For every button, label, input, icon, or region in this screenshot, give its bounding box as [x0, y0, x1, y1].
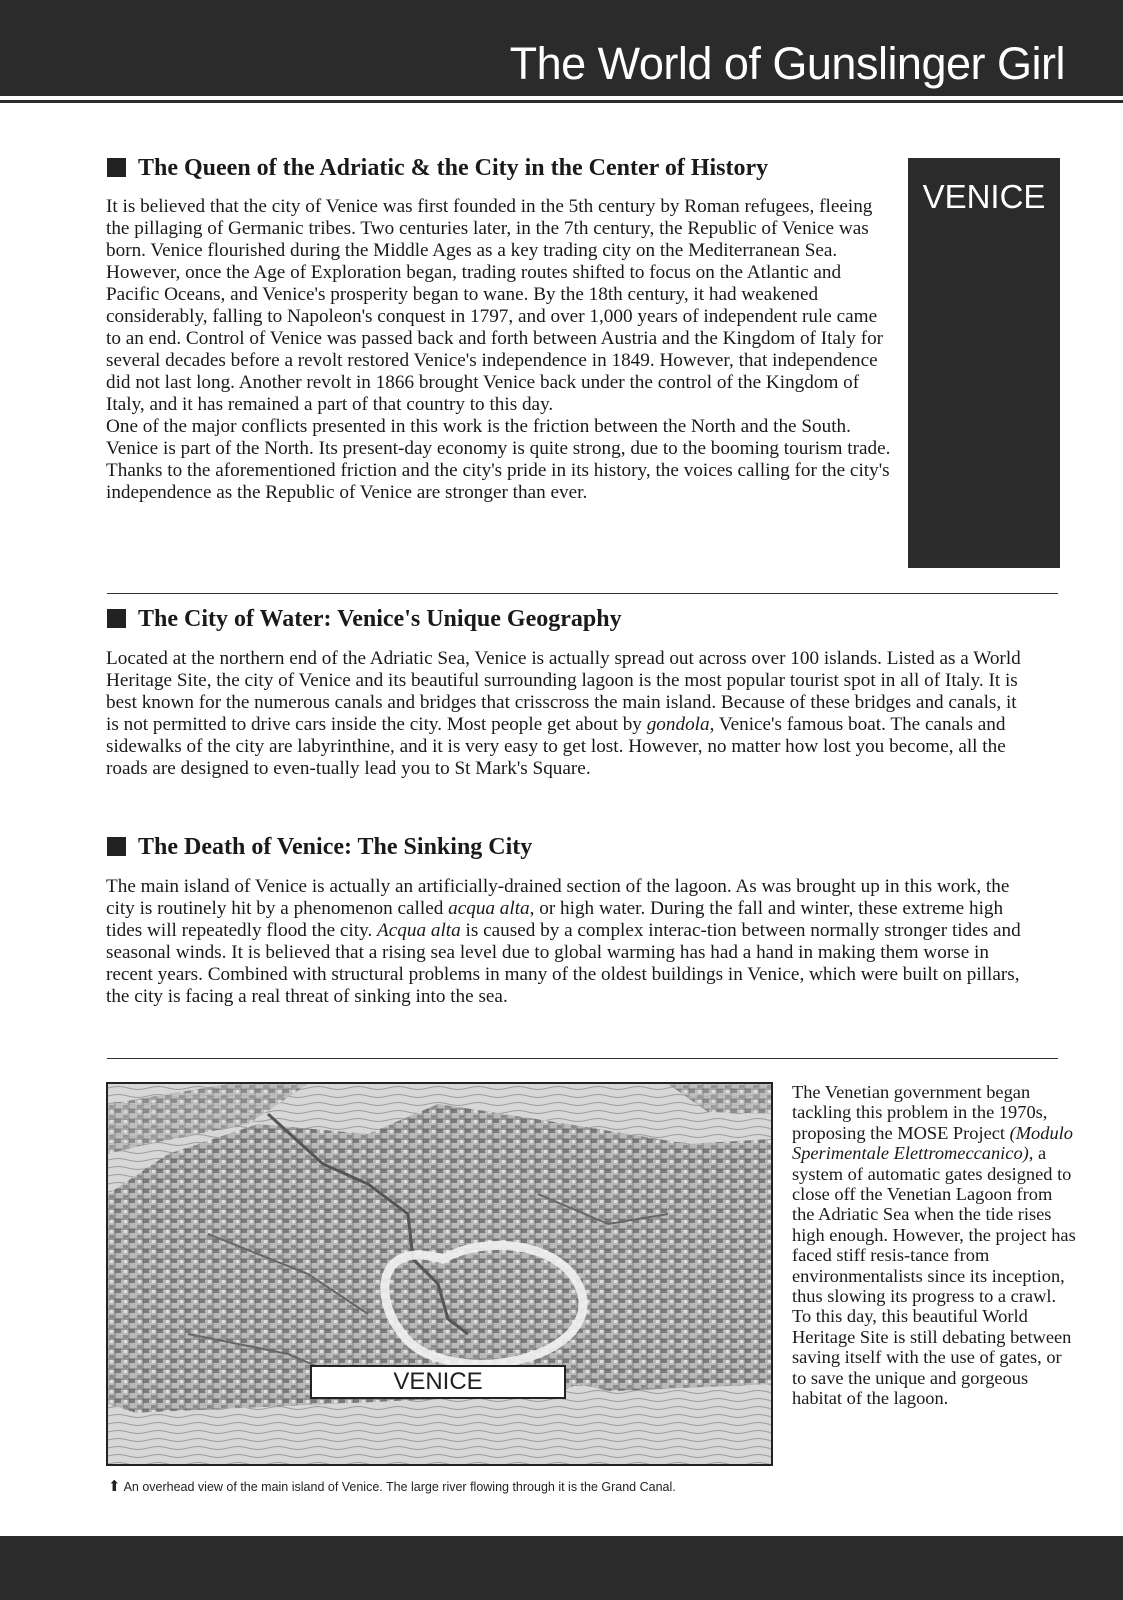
square-bullet-icon: [107, 609, 126, 628]
divider: [107, 1058, 1058, 1059]
page-title: The World of Gunslinger Girl: [509, 38, 1065, 89]
header-rule: [0, 100, 1123, 103]
divider: [107, 593, 1058, 594]
figure-caption: ⬆ An overhead view of the main island of Venice. The large river flowing through it is the Grand Canal.: [108, 1478, 676, 1495]
paragraph: However, once the Age of Exploration began, trading routes shifted to focus on the Atlantic and Pacific Oceans, and Venice's prosperity began to wane. By the 18th century, it had weakened considerably, falling to Napoleon's conquest in 1797, and over 1,000 years of independent rule came to an end. Control of Venice was passed back and forth between Austria and the Kingdom of Italy for several decades before a revolt restored Venice's independence in 1849. However, that independence did not last long. Another revolt in 1866 brought Venice back under the control of the Kingdom of Italy, and it has remained a part of that country to this day.: [106, 262, 884, 415]
paragraph: Located at the northern end of the Adriatic Sea, Venice is actually spread out across over 100 islands. Listed as a World Heritage Site, the city of Venice and its beautiful surrounding lagoon is the most popular tourist spot in all of Italy. It is best known for the numerous canals and bridges that crisscross the main island. Because of these bridges and canals, it is not permitted to drive cars inside the city. Most people get about by gondola, Venice's famous boat. The canals and sidewalks of the city are labyrinthine, and it is very easy to get lost. However, no matter how lost you become, all the roads are designed to even-tually lead you to St Mark's Square.: [106, 648, 1021, 779]
up-arrow-icon: ⬆: [108, 1478, 121, 1495]
section-heading-history: The Queen of the Adriatic & the City in the Center of History: [107, 155, 768, 182]
paragraph: One of the major conflicts presented in this work is the friction between the North and the South. Venice is part of the North. Its present-day economy is quite strong, due to the booming tourism trade. Thanks to the aforementioned friction and the city's pride in its history, the voices calling for the city's independence as the Republic of Venice are stronger than ever.: [106, 416, 891, 503]
paragraph: It is believed that the city of Venice was first founded in the 5th century by Roman refugees, fleeing the pillaging of Germanic tribes. Two centuries later, in the 7th century, the Republic of Venice was born. Venice flourished during the Middle Ages as a key trading city on the Mediterranean Sea.: [106, 196, 873, 261]
map-label: VENICE: [310, 1365, 566, 1399]
square-bullet-icon: [107, 158, 126, 177]
square-bullet-icon: [107, 837, 126, 856]
section-body-geography: [106, 648, 1022, 780]
section-body-history: [106, 196, 892, 504]
paragraph: The main island of Venice is actually an artificially-drained section of the lagoon. As was brought up in this work, the city is routinely hit by a phenomenon called acqua alta, or high water. During the fall and winter, these extreme high tides will repeatedly flood the city. Acqua alta is caused by a complex interac-tion between normally stronger tides and seasonal winds. It is believed that a rising sea level due to global warming has had a hand in making them worse in recent years. Combined with structural problems in many of the oldest buildings in Venice, which were built on pillars, the city is facing a real threat of sinking into the sea.: [106, 876, 1021, 1007]
header-bar: [0, 0, 1123, 96]
side-text: The Venetian government began tackling this problem in the 1970s, proposing the MOSE Project (Modulo Sperimentale Elettromeccanico), a system of automatic gates designed to close off the Venetian Lagoon from the Adriatic Sea when the tide rises high enough. However, the project has faced stiff resis-tance from environmentalists since its inception, thus slowing its progress to a crawl. To this day, this beautiful World Heritage Site is still debating between saving itself with the use of gates, or to save the unique and gorgeous habitat of the lagoon.: [792, 1082, 1076, 1409]
section-heading-sinking: The Death of Venice: The Sinking City: [107, 834, 532, 861]
footer-bar: [0, 1536, 1123, 1600]
venice-sidebar-label: VENICE: [908, 158, 1060, 568]
venice-aerial-illustration: [106, 1082, 773, 1466]
section-heading-geography: The City of Water: Venice's Unique Geography: [107, 606, 622, 633]
section-body-sinking: [106, 876, 1022, 1008]
